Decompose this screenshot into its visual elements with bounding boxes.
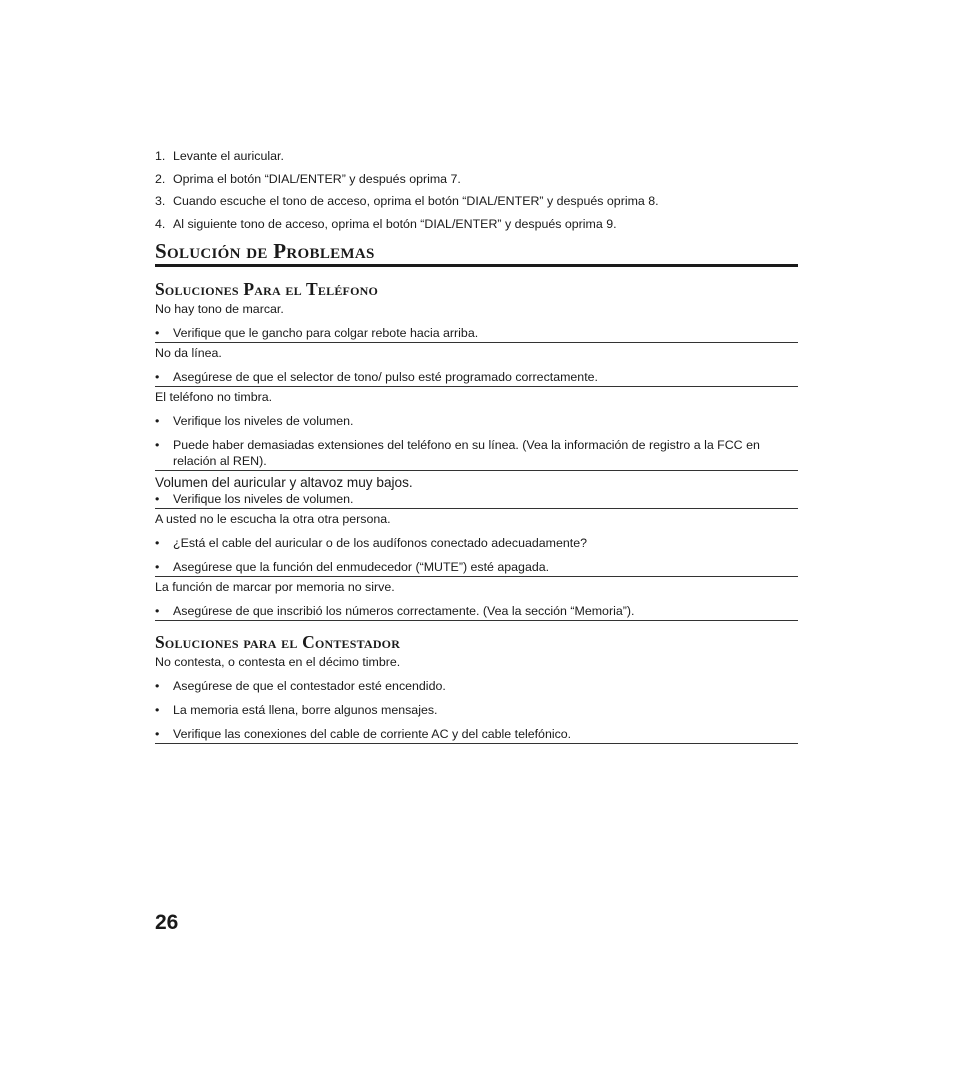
list-item: • Verifique las conexiones del cable de corriente AC y del cable telefónico.	[155, 726, 572, 741]
bullet: •	[155, 369, 160, 384]
bullet: •	[155, 702, 160, 717]
problem-text: A usted no le escucha la otra otra persona.	[155, 511, 391, 526]
bullet: •	[155, 603, 160, 618]
step-item: 2. Oprima el botón “DIAL/ENTER” y después oprima 7.	[155, 171, 461, 186]
problem-text: No da línea.	[155, 345, 222, 360]
step-item: 1. Levante el auricular.	[155, 149, 284, 163]
section-title: Solución de Problemas	[155, 239, 798, 267]
problem-text: Volumen del auricular y altavoz muy bajos.	[155, 474, 413, 490]
steps-list	[155, 148, 798, 232]
list-item: • Verifique que le gancho para colgar rebote hacia arriba.	[155, 325, 479, 340]
bullet: •	[155, 726, 160, 741]
problem-text: No contesta, o contesta en el décimo timbre.	[155, 654, 401, 669]
list-item: • La memoria está llena, borre algunos mensajes.	[155, 702, 438, 717]
list-item: • Puede haber demasiadas extensiones del teléfono en su línea. (Vea la información de registro a la FCC en relación al REN).	[155, 437, 760, 468]
problem-text: El teléfono no timbra.	[155, 389, 273, 404]
list-item: • ¿Está el cable del auricular o de los audífonos conectado adecuadamente?	[155, 535, 587, 550]
problem-text: La función de marcar por memoria no sirve.	[155, 579, 395, 594]
list-item: • Asegúrese que la función del enmudecedor (“MUTE”) esté apagada.	[155, 559, 550, 574]
list-item: • Verifique los niveles de volumen.	[155, 491, 354, 506]
bullet: •	[155, 559, 160, 574]
subsection-title-phone: Soluciones Para el Teléfono	[155, 278, 379, 299]
bullet: •	[155, 491, 160, 506]
step-item: 3. Cuando escuche el tono de acceso, oprima el botón “DIAL/ENTER” y después oprima 8.	[155, 194, 659, 208]
page-number: 26	[155, 911, 179, 934]
subsection-title-answering: Soluciones para el Contestador	[155, 631, 401, 652]
problem-group	[155, 511, 798, 577]
problem-text: No hay tono de marcar.	[155, 301, 284, 316]
problem-group	[155, 301, 798, 343]
problem-group	[155, 579, 798, 621]
problem-group	[155, 345, 798, 387]
bullet: •	[155, 678, 160, 693]
step-item: 4. Al siguiente tono de acceso, oprima el botón “DIAL/ENTER” y después oprima 9.	[155, 216, 617, 231]
problem-group	[155, 389, 798, 471]
list-item: • Asegúrese de que el contestador esté encendido.	[155, 678, 446, 693]
problem-group	[155, 475, 798, 509]
bullet: •	[155, 413, 160, 428]
list-item: • Asegúrese de que inscribió los números correctamente. (Vea la sección “Memoria”).	[155, 603, 635, 618]
page-content	[155, 148, 798, 744]
bullet: •	[155, 535, 160, 550]
bullet: •	[155, 437, 160, 452]
bullet: •	[155, 325, 160, 340]
problem-group	[155, 654, 798, 744]
list-item: • Asegúrese de que el selector de tono/ pulso esté programado correctamente.	[155, 369, 598, 384]
list-item: • Verifique los niveles de volumen.	[155, 413, 354, 428]
